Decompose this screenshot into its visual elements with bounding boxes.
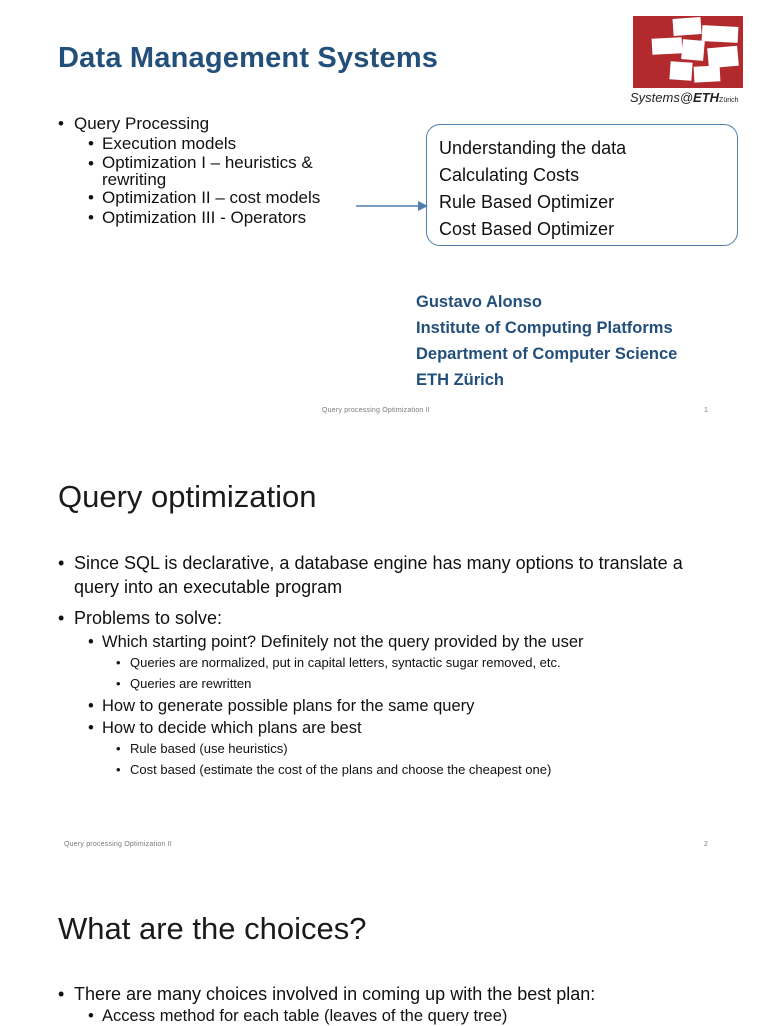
outline-subitem-label: • Optimization I – heuristics & [102, 153, 313, 172]
outline-item-label: Query Processing [74, 114, 210, 133]
sub-bullet-item [88, 718, 698, 780]
page-number: 1 [704, 407, 708, 414]
bullet-text: There are many choices involved in coming up with the best plan: [74, 984, 596, 1004]
slide-footer: Query processing Optimization II [322, 407, 430, 414]
sub-sub-bullet-item [116, 738, 698, 759]
author-department: Department of Computer Science [416, 345, 678, 363]
bullet-list [58, 551, 698, 787]
topic-item: Cost Based Optimizer [439, 219, 615, 239]
outline-subitem [88, 208, 378, 228]
bullet-text: Since SQL is declarative, a database engine has many options to translate a query into an executable program [74, 553, 683, 597]
arrow-right-icon [354, 199, 430, 213]
sub-sub-bullet-text: Cost based (estimate the cost of the plans and choose the cheapest one) [130, 762, 552, 777]
outline-subitem [88, 154, 378, 188]
slide-title: Data Management Systems [58, 42, 439, 74]
outline-subitem-label-cont: rewriting [102, 170, 167, 189]
logo-zurich-text: Zürich [719, 97, 739, 104]
slide-2 [0, 432, 768, 862]
bullet-item [58, 551, 698, 599]
outline-subitem [88, 188, 378, 208]
sub-bullet-text: How to decide which plans are best [102, 719, 362, 737]
bullet-list [58, 982, 698, 1026]
author-name: Gustavo Alonso [416, 293, 542, 311]
logo-eth-text: ETH [693, 90, 720, 105]
outline-subitem-label: Optimization II – cost models [102, 188, 321, 207]
slide-3 [0, 864, 768, 1024]
outline-subitem-label: Execution models [102, 134, 237, 153]
outline-sublist [74, 134, 378, 228]
slide-title: Query optimization [58, 479, 317, 514]
slide-footer: Query processing Optimization II [64, 841, 172, 848]
sub-sub-bullet-list [102, 652, 698, 694]
sub-bullet-item [88, 632, 698, 694]
topic-item: Calculating Costs [439, 165, 580, 185]
sub-bullet-text: Access method for each table (leaves of the query tree) [102, 1007, 508, 1025]
sub-bullet-list [74, 632, 698, 780]
sub-sub-bullet-list [102, 738, 698, 780]
outline-list [58, 113, 378, 228]
outline-subitem-label: Optimization III - Operators [102, 208, 307, 227]
logo-at-text: @ [679, 90, 694, 105]
sub-sub-bullet-item [116, 759, 698, 780]
slide-title: What are the choices? [58, 911, 367, 946]
sub-bullet-list [74, 1006, 698, 1026]
bullet-item [58, 982, 698, 1026]
logo-caption [630, 90, 750, 105]
outline-subitem [88, 134, 378, 154]
sub-bullet-item [88, 1006, 698, 1026]
sub-sub-bullet-text: Queries are normalized, put in capital letters, syntactic sugar removed, etc. [130, 655, 561, 670]
slide-1 [0, 0, 768, 430]
sub-bullet-text: Which starting point? Definitely not the query provided by the user [102, 633, 584, 651]
sub-sub-bullet-text: Rule based (use heuristics) [130, 741, 288, 756]
sub-bullet-item [88, 696, 698, 716]
sub-sub-bullet-item [116, 652, 698, 673]
author-institute: Institute of Computing Platforms [416, 319, 673, 337]
topics-box [426, 124, 738, 246]
bullet-text: Problems to solve: [74, 608, 223, 628]
author-block [416, 289, 677, 393]
sub-sub-bullet-item [116, 673, 698, 694]
topic-item: Understanding the data [439, 138, 627, 158]
outline-item [58, 113, 378, 228]
page-number: 2 [704, 841, 708, 848]
bullet-item [58, 606, 698, 780]
topic-item: Rule Based Optimizer [439, 192, 615, 212]
sub-bullet-text: How to generate possible plans for the same query [102, 697, 475, 715]
sub-sub-bullet-text: Queries are rewritten [130, 676, 252, 691]
author-university: ETH Zürich [416, 371, 505, 389]
logo-systems-text: Systems [630, 90, 680, 105]
